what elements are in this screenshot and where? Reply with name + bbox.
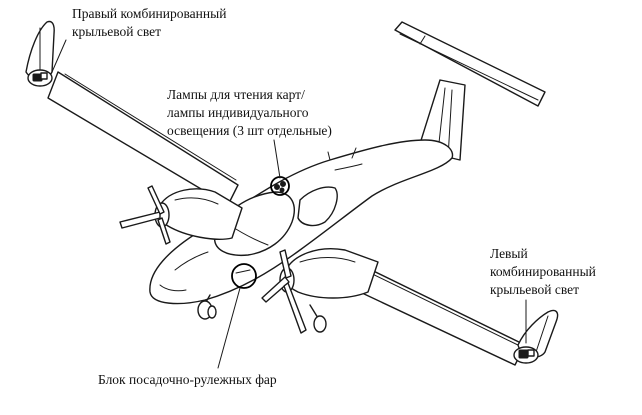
left-nav-light-icon xyxy=(514,347,538,363)
tail-assembly xyxy=(395,22,545,160)
landing-gear xyxy=(198,295,326,332)
label-landing-taxi-light xyxy=(98,372,277,387)
leader-map-lights xyxy=(274,140,280,178)
svg-text:Блок посадочно-рулежных фар: Блок посадочно-рулежных фар xyxy=(98,372,277,387)
label-right-nav-light xyxy=(72,6,226,39)
svg-text:Левый: Левый xyxy=(490,246,528,261)
svg-text:Правый комбинированный: Правый комбинированный xyxy=(72,6,227,21)
label-left-nav-light xyxy=(490,246,596,297)
svg-text:освещения (3 шт отдельные): освещения (3 шт отдельные) xyxy=(167,123,332,138)
svg-text:комбинированный: комбинированный xyxy=(490,264,596,279)
svg-text:крыльевой свет: крыльевой свет xyxy=(490,282,580,297)
svg-text:лампы индивидуального: лампы индивидуального xyxy=(167,105,309,120)
label-map-lights xyxy=(167,87,332,138)
right-nav-light-icon xyxy=(28,70,52,86)
svg-text:крыльевой свет: крыльевой свет xyxy=(72,24,162,39)
svg-text:Лампы для чтения карт/: Лампы для чтения карт/ xyxy=(167,87,305,102)
leader-landing xyxy=(218,288,240,368)
